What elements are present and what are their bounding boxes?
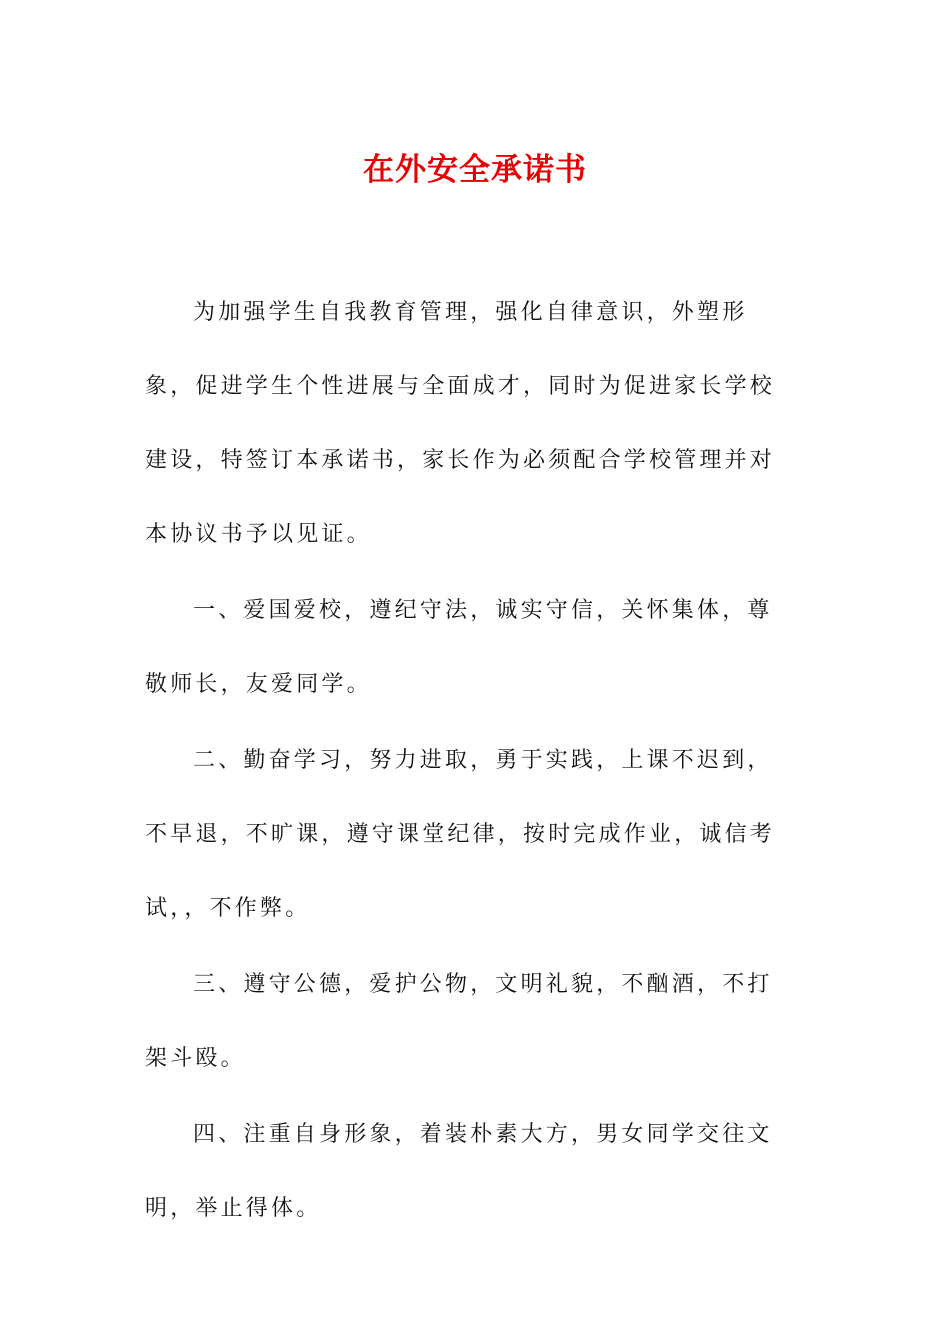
document-title: 在外安全承诺书: [363, 152, 587, 188]
paragraph-item-1: 一、爱国爱校，遵纪守法，诚实守信，关怀集体，尊敬师长，友爱同学。: [145, 598, 773, 697]
paragraph-item-4: 四、注重自身形象，着装朴素大方，男女同学交往文明，举止得体。: [145, 1122, 773, 1221]
document-body: [145, 276, 795, 1246]
paragraph-item-2: 二、勤奋学习，努力进取，勇于实践，上课不迟到，不早退，不旷课，遵守课堂纪律，按时完成作业，诚信考试，，不作弊。: [145, 748, 776, 921]
paragraph-intro: 为加强学生自我教育管理，强化自律意识，外塑形象，促进学生个性进展与全面成才，同时为促进家长学校建设，特签订本承诺书，家长作为必须配合学校管理并对本协议书予以见证。: [145, 300, 776, 547]
paragraph-item-3: 三、遵守公德，爱护公物，文明礼貌，不酗酒，不打架斗殴。: [145, 972, 773, 1071]
